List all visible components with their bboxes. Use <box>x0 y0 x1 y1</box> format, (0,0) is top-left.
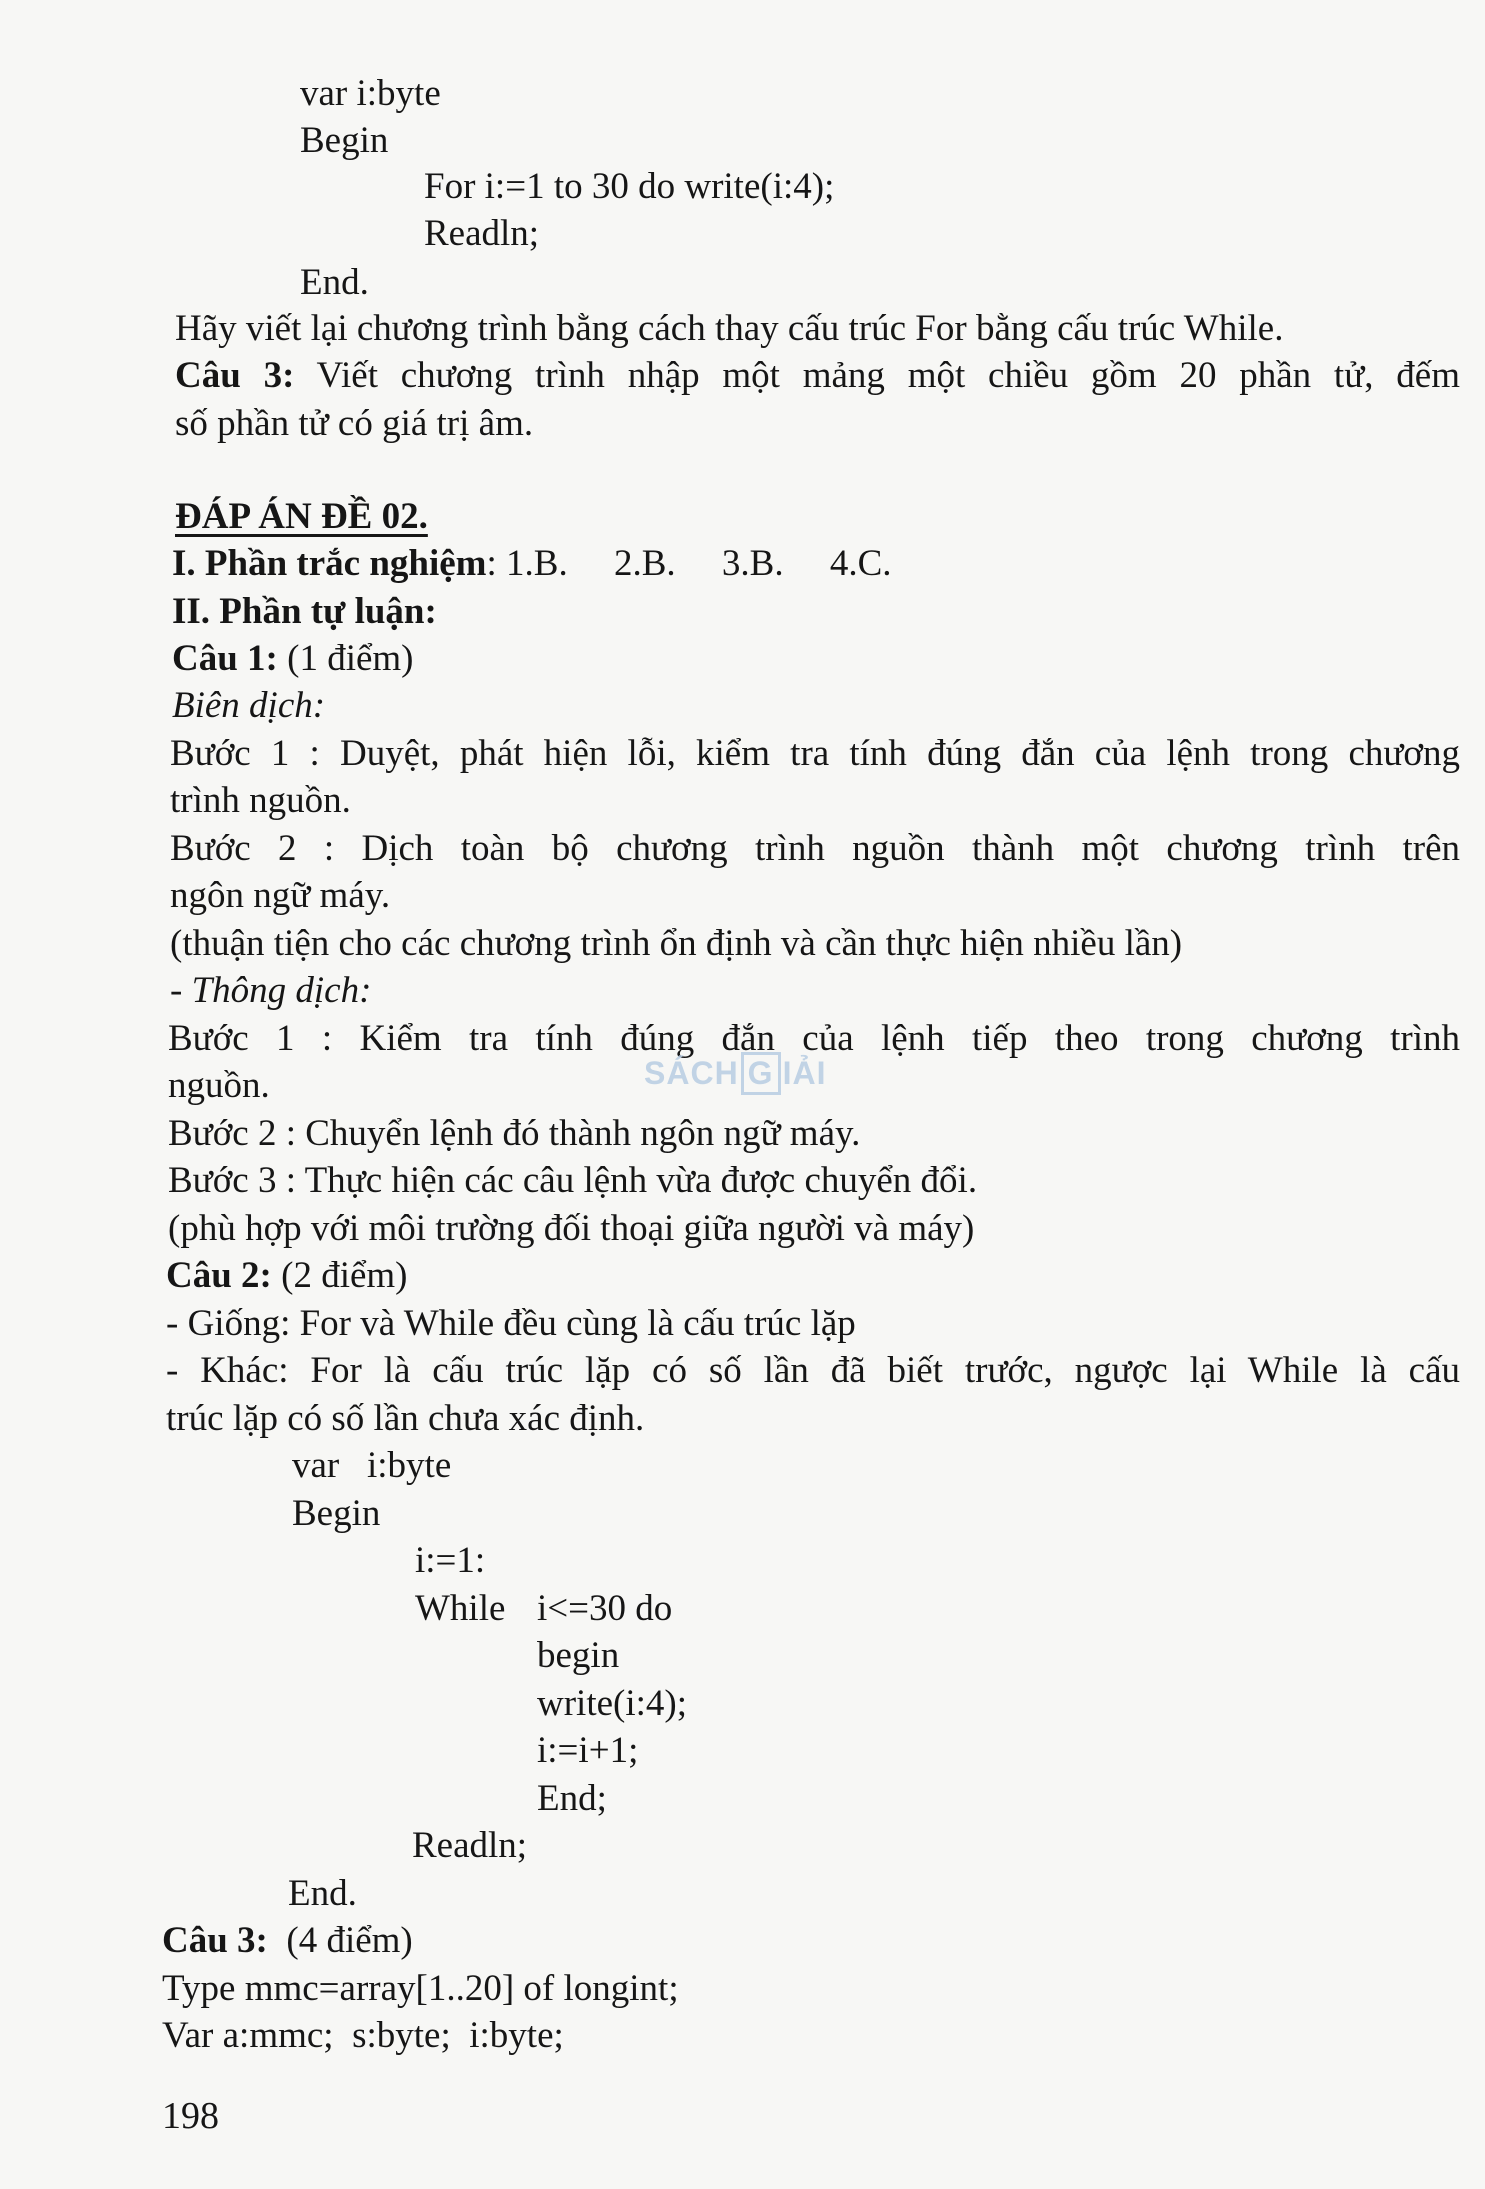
part-2-label: II. Phần tự luận: <box>172 591 437 632</box>
code-end: End. <box>288 1873 357 1914</box>
code-top-begin: Begin <box>300 120 389 161</box>
question-3-line1 <box>175 352 1460 400</box>
code-inner-begin: begin <box>537 1635 620 1676</box>
question-1-label: Câu 1: <box>172 638 278 679</box>
question-2-points: (2 điểm) <box>271 1255 408 1296</box>
question-2-heading <box>166 1252 408 1300</box>
question-1-points: (1 điểm) <box>277 638 414 679</box>
part-1-answers: : 1.B. 2.B. 3.B. 4.C. <box>486 543 892 584</box>
code-inner-end: End; <box>537 1778 607 1819</box>
type-declaration: Type mmc=array[1..20] of longint; <box>162 1968 679 2009</box>
code-top-for: For i:=1 to 30 do write(i:4); <box>424 166 835 207</box>
compile-step2-line1: Bước 2 : Dịch toàn bộ chương trình nguồn thành một chương trình trên <box>170 828 1460 869</box>
compile-step1-line2: trình nguồn. <box>170 780 351 821</box>
interpret-step1-line2: nguồn. <box>168 1065 270 1106</box>
part-1-line <box>172 540 892 588</box>
question-3-label: Câu 3: <box>175 355 295 396</box>
interpret-label: - Thông dịch: <box>170 970 372 1011</box>
question-1-heading <box>172 635 414 683</box>
question-2-label: Câu 2: <box>166 1255 272 1296</box>
interpret-note: (phù hợp với môi trường đối thoại giữa người và máy) <box>168 1208 975 1249</box>
compile-step1-line1: Bước 1 : Duyệt, phát hiện lỗi, kiểm tra tính đúng đắn của lệnh trong chương <box>170 733 1460 774</box>
compile-label: Biên dịch: <box>172 685 326 726</box>
code-increment: i:=i+1; <box>537 1730 639 1771</box>
code-top-var: var i:byte <box>300 73 441 114</box>
question-3-answer-heading <box>162 1917 413 1965</box>
compile-note: (thuận tiện cho các chương trình ổn định và cần thực hiện nhiều lần) <box>170 923 1183 964</box>
interpret-step1-line1: Bước 1 : Kiểm tra tính đúng đắn của lệnh tiếp theo trong chương trình <box>168 1018 1460 1059</box>
interpret-step2: Bước 2 : Chuyển lệnh đó thành ngôn ngữ máy. <box>168 1113 861 1154</box>
similarity-line: - Giống: For và While đều cùng là cấu trúc lặp <box>166 1303 856 1344</box>
code-begin: Begin <box>292 1493 381 1534</box>
part-1-label: I. Phần trắc nghiệm <box>172 543 487 584</box>
code-var: var i:byte <box>292 1445 452 1486</box>
watermark-left: SÁCH <box>644 1055 739 1091</box>
difference-line1: - Khác: For là cấu trúc lặp có số lần đã biết trước, ngược lại While là cấu <box>166 1350 1460 1391</box>
code-readln: Readln; <box>412 1825 528 1866</box>
question-3-answer-points: (4 điểm) <box>267 1920 413 1961</box>
code-write: write(i:4); <box>537 1683 688 1724</box>
page-number: 198 <box>162 2095 219 2137</box>
question-3-text-1: Viết chương trình nhập một mảng một chiều gồm 20 phần tử, đếm <box>294 355 1460 396</box>
watermark <box>644 1052 826 1095</box>
code-while-condition: i<=30 do <box>537 1588 673 1629</box>
code-top-end: End. <box>300 262 369 303</box>
question-3-answer-label: Câu 3: <box>162 1920 268 1961</box>
watermark-right: IẢI <box>782 1055 827 1091</box>
code-while-keyword: While <box>415 1588 506 1629</box>
compile-step2-line2: ngôn ngữ máy. <box>170 875 391 916</box>
var-declaration: Var a:mmc; s:byte; i:byte; <box>162 2015 564 2056</box>
watermark-logo-box: G <box>741 1052 781 1095</box>
rewrite-instruction: Hãy viết lại chương trình bằng cách thay cấu trúc For bằng cấu trúc While. <box>175 308 1284 349</box>
interpret-step3: Bước 3 : Thực hiện các câu lệnh vừa được chuyển đổi. <box>168 1160 978 1201</box>
code-top-readln: Readln; <box>424 213 540 254</box>
difference-line2: trúc lặp có số lần chưa xác định. <box>166 1398 645 1439</box>
answer-title: ĐÁP ÁN ĐỀ 02. <box>175 496 428 537</box>
question-3-line2: số phần tử có giá trị âm. <box>175 403 534 444</box>
code-init: i:=1: <box>415 1540 486 1581</box>
